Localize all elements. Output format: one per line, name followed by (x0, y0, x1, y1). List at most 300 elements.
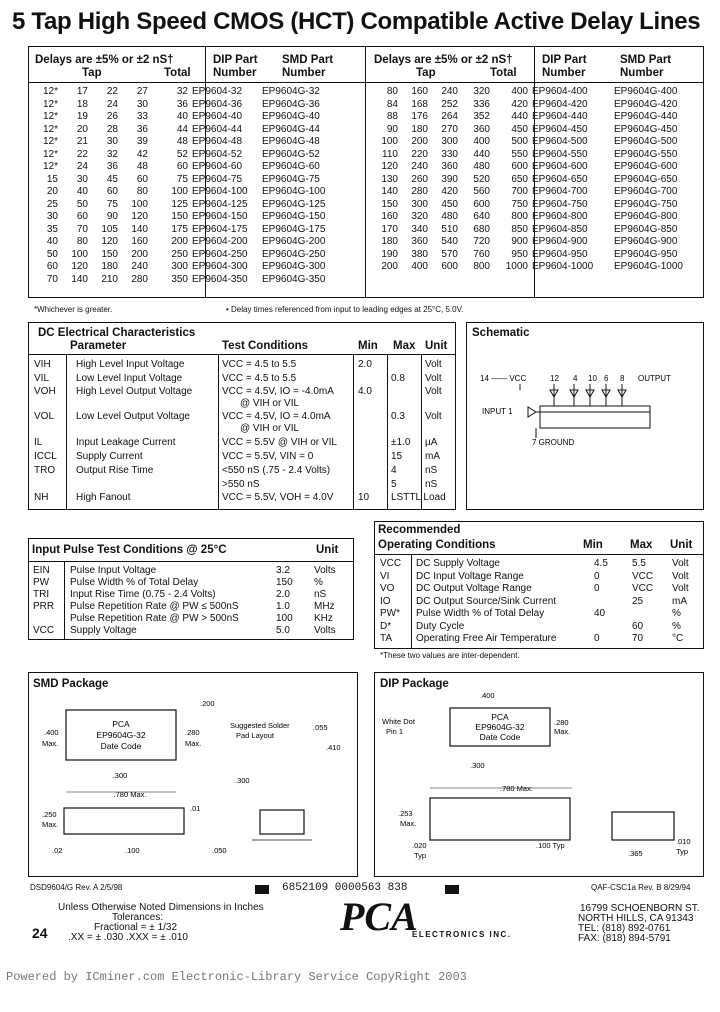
delay-value: 12* (42, 136, 58, 147)
roc-unit: °C (672, 633, 684, 644)
svg-text:PCA: PCA (491, 712, 509, 722)
smd-part-number: EP9604G-36 (262, 98, 320, 110)
dc-test-header: Test Conditions (222, 340, 309, 352)
pulse-value: 5.0 (276, 625, 290, 636)
delay-value: 40 (46, 236, 58, 247)
delay-value: 760 (473, 248, 490, 260)
pulse-unit: Volts (314, 625, 336, 636)
delay-value: 280 (411, 186, 428, 197)
roc-symbol: VO (380, 583, 395, 594)
dip-chip-side (430, 798, 570, 840)
delay-value: 300 (171, 261, 188, 272)
delay-row (368, 161, 702, 174)
svg-text:.250: .250 (42, 810, 57, 819)
smd-chip-side (64, 808, 184, 834)
dip-part-number: EP9604-440 (532, 111, 588, 122)
pulse-symbol: EIN (33, 565, 50, 576)
pulse-parameter: Pulse Input Voltage (70, 565, 157, 576)
dimensions-note: Unless Otherwise Noted Dimensions in Inches (58, 902, 264, 913)
dc-parameter: Output Rise Time (76, 465, 154, 476)
footnote-right: • Delay times referenced from input to leading edges at 25°C, 5.0V. (226, 305, 464, 314)
roc-unit: % (672, 620, 681, 632)
pulse-unit: nS (314, 589, 327, 600)
delay-value: 33 (136, 111, 148, 122)
roc-min-header: Min (583, 539, 603, 551)
dip-part-number: EP9604-950 (532, 248, 588, 260)
delay-value: 100 (71, 248, 88, 260)
delay-value: 60 (136, 173, 148, 185)
delay-value: 220 (411, 148, 428, 160)
dip-part-header2-right: Number (542, 67, 586, 79)
delay-value: 48 (176, 136, 188, 147)
doc-number-right: QAF-CSC1a Rev. B 8/29/94 (591, 883, 691, 892)
delay-row (30, 199, 350, 212)
roc-max: 70 (632, 633, 644, 644)
delay-value: 210 (101, 273, 118, 285)
roc-symbol: VCC (380, 558, 402, 569)
delay-value: 560 (473, 186, 490, 197)
delay-value: 30 (46, 211, 58, 222)
smd-part-number: EP9604G-850 (614, 223, 678, 235)
dc-unit: Volt (425, 386, 442, 397)
delay-row (30, 186, 350, 199)
delay-value: 180 (381, 236, 398, 247)
svg-text:.020: .020 (412, 841, 427, 850)
delay-row (30, 86, 350, 99)
dc-unit: Volt (425, 373, 442, 384)
delay-value: 110 (382, 148, 398, 160)
fax: FAX: (818) 894-5791 (578, 933, 671, 944)
delay-row (368, 261, 702, 274)
dc-test-condition-2: @ VIH or VIL (240, 398, 300, 409)
smd-part-number: EP9604G-52 (262, 148, 320, 160)
smd-part-header2: Number (282, 67, 326, 79)
dip-part-number: EP9604-250 (192, 248, 248, 260)
roc-unit: Volt (672, 570, 689, 582)
delay-value: 50 (76, 198, 88, 210)
dc-symbol: TRO (34, 465, 56, 476)
dc-max: 0.8 (391, 373, 405, 384)
smd-part-number: EP9604G-420 (614, 98, 678, 110)
dip-part-number: EP9604-650 (532, 173, 588, 185)
dc-max: 15 (391, 451, 403, 462)
delay-row (30, 174, 350, 187)
delay-value: 520 (473, 173, 490, 185)
smd-part-header-right: SMD Part (620, 54, 672, 66)
svg-text:Typ: Typ (676, 847, 689, 856)
dip-part-number: EP9604-600 (532, 161, 588, 172)
pulse-parameter: Input Rise Time (0.75 - 2.4 Volts) (70, 589, 216, 600)
barcode-mark-right (445, 885, 459, 894)
total-header-right: Total (490, 67, 517, 79)
delay-row (368, 86, 702, 99)
smd-part-number: EP9604G-350 (262, 273, 326, 285)
svg-text:Pad Layout: Pad Layout (236, 731, 274, 740)
smd-part-number: EP9604G-500 (614, 136, 678, 147)
delay-value: 1000 (505, 261, 528, 272)
delay-value: 88 (386, 111, 398, 122)
delay-value: 21 (76, 136, 88, 147)
delay-value: 360 (473, 123, 490, 135)
delay-value: 105 (101, 223, 118, 235)
svg-text:.780 Max.: .780 Max. (113, 790, 147, 799)
delay-value: 19 (76, 111, 88, 122)
svg-text:Max.: Max. (400, 819, 417, 828)
delay-value: 100 (381, 136, 398, 147)
delay-value: 176 (411, 111, 428, 122)
delay-value: 48 (136, 161, 148, 172)
page-number: 24 (32, 925, 48, 941)
pulse-parameter: Pulse Repetition Rate @ PW > 500nS (70, 613, 239, 624)
delay-value: 160 (131, 236, 148, 247)
smd-drawing (30, 690, 356, 875)
svg-text:.410: .410 (326, 743, 341, 752)
dc-max: 4 (391, 465, 397, 476)
dip-part-number: EP9604-48 (192, 136, 243, 147)
delay-value: 15 (46, 173, 58, 185)
smd-part-number: EP9604G-250 (262, 248, 326, 260)
delay-value: 70 (46, 273, 58, 285)
delay-value: 600 (441, 261, 458, 272)
svg-text:.400: .400 (44, 728, 59, 737)
dip-part-number: EP9604-750 (532, 198, 588, 210)
dc-parameter: Input Leakage Current (76, 437, 176, 448)
roc-title1: Recommended (378, 524, 461, 536)
delay-value: 44 (176, 123, 188, 135)
svg-text:White Dot: White Dot (382, 717, 415, 726)
delay-value: 12* (42, 111, 58, 122)
svg-text:.050: .050 (212, 846, 227, 855)
dc-min: 2.0 (358, 359, 372, 370)
svg-text:Max.: Max. (42, 820, 59, 829)
delay-value: 160 (381, 211, 398, 222)
delay-value: 360 (411, 236, 428, 247)
dc-test-condition: VCC = 4.5V, IO = 4.0mA (222, 411, 331, 422)
delay-value: 800 (511, 211, 528, 222)
svg-text:.100 Typ: .100 Typ (536, 841, 565, 850)
delay-value: 70 (76, 223, 88, 235)
svg-text:.010: .010 (676, 837, 691, 846)
delay-header: Delays are ±5% or ±2 nS† (35, 54, 174, 66)
tap-label-4: 6 (604, 374, 609, 383)
delay-value: 160 (411, 86, 428, 97)
roc-unit: % (672, 608, 681, 619)
delay-value: 80 (386, 86, 398, 97)
delay-value: 252 (441, 98, 458, 110)
delay-row (368, 124, 702, 137)
pulse-parameter: Pulse Width % of Total Delay (70, 577, 199, 588)
dip-part-number: EP9604-125 (192, 198, 248, 210)
tap-label-2: 4 (573, 374, 578, 383)
dip-part-number: EP9604-350 (192, 273, 248, 285)
delay-value: 800 (473, 261, 490, 272)
pulse-value: 1.0 (276, 601, 290, 612)
delay-row (368, 236, 702, 249)
delay-value: 75 (106, 198, 118, 210)
dc-test-condition: VCC = 4.5V, IO = -4.0mA (222, 386, 334, 397)
delay-value: 390 (441, 173, 458, 185)
dip-part-number: EP9604-420 (532, 98, 588, 110)
svg-text:EP9604G-32: EP9604G-32 (475, 722, 525, 732)
roc-max: VCC (632, 583, 654, 594)
delay-value: 200 (381, 261, 398, 272)
output-label: OUTPUT (638, 374, 671, 383)
svg-text:.01: .01 (190, 804, 201, 813)
barcode-text: 6852109 0000563 838 (282, 882, 408, 894)
roc-max: 25 (632, 595, 644, 607)
svg-text:Date Code: Date Code (479, 732, 521, 742)
dc-test-condition: VCC = 5.5V, VOH = 4.0V (222, 492, 334, 503)
roc-max: VCC (632, 570, 654, 582)
dc-unit: Volt (425, 411, 442, 422)
barcode-mark-left (255, 885, 269, 894)
roc-max: 5.5 (632, 558, 646, 569)
dc-test-condition-2: @ VIH or VIL (240, 423, 300, 434)
dc-min: 10 (358, 492, 370, 503)
dip-part-number: EP9604-400 (532, 86, 588, 97)
delay-value: 450 (511, 123, 528, 135)
roc-parameter: Operating Free Air Temperature (416, 633, 557, 644)
delay-value: 22 (106, 86, 118, 97)
pca-logo-subtitle: ELECTRONICS INC. (412, 930, 512, 939)
delay-value: 570 (441, 248, 458, 260)
dc-max-header: Max (393, 340, 416, 352)
smd-part-number: EP9604G-650 (614, 173, 678, 185)
delay-value: 320 (411, 211, 428, 222)
roc-symbol: PW* (380, 608, 400, 619)
delay-value: 84 (386, 98, 398, 110)
delay-row (368, 249, 702, 262)
decimal-tolerance: .XX = ± .030 .XXX = ± .010 (68, 932, 188, 943)
footnote-left: *Whichever is greater. (34, 305, 113, 314)
delay-value: 80 (136, 186, 148, 197)
dc-max: LSTTL Load (391, 492, 446, 503)
roc-min: 4.5 (594, 558, 608, 569)
delay-value: 100 (131, 198, 148, 210)
delay-value: 17 (76, 86, 88, 97)
dip-part-number: EP9604-800 (532, 211, 588, 222)
total-header: Total (164, 67, 191, 79)
delay-value: 600 (473, 198, 490, 210)
delay-value: 480 (441, 211, 458, 222)
delay-row (368, 224, 702, 237)
delay-value: 120 (131, 211, 148, 222)
delay-value: 168 (411, 98, 428, 110)
telephone: TEL: (818) 892-0761 (578, 923, 671, 934)
delay-value: 750 (511, 198, 528, 210)
delay-value: 440 (473, 148, 490, 160)
dip-part-number: EP9604-40 (192, 111, 243, 122)
delay-value: 12* (42, 148, 58, 160)
roc-max-header: Max (630, 539, 653, 551)
roc-min: 0 (594, 583, 600, 594)
pulse-parameter: Pulse Repetition Rate @ PW ≤ 500nS (70, 601, 239, 612)
pulse-title: Input Pulse Test Conditions @ 25°C (32, 544, 227, 556)
delay-value: 700 (511, 186, 528, 197)
delay-value: 170 (381, 223, 398, 235)
schematic-title: Schematic (472, 327, 530, 339)
svg-text:.300: .300 (112, 771, 128, 780)
roc-min: 0 (594, 633, 600, 644)
roc-symbol: D* (380, 620, 392, 632)
delay-value: 50 (46, 248, 58, 260)
page-title: 5 Tap High Speed CMOS (HCT) Compatible Active Delay Lines (12, 8, 701, 35)
delay-value: 20 (46, 186, 58, 197)
delay-value: 27 (136, 86, 148, 97)
delay-value: 380 (411, 248, 428, 260)
delay-value: 12* (42, 98, 58, 110)
delay-value: 480 (473, 161, 490, 172)
delay-value: 850 (511, 223, 528, 235)
svg-text:PCA: PCA (112, 719, 130, 729)
dip-title: DIP Package (380, 678, 449, 690)
smd-part-number: EP9604G-700 (614, 186, 678, 197)
dc-max: 0.3 (391, 411, 405, 422)
svg-text:.300: .300 (470, 761, 485, 770)
delay-row (368, 174, 702, 187)
dc-parameter: Low Level Input Voltage (76, 373, 183, 384)
svg-text:Max.: Max. (554, 727, 571, 736)
delay-value: 40 (176, 111, 188, 122)
delay-value: 180 (101, 261, 118, 272)
delay-row (30, 236, 350, 249)
delay-value: 720 (473, 236, 490, 247)
delay-value: 340 (411, 223, 428, 235)
smd-part-number: EP9604G-450 (614, 123, 678, 135)
delay-value: 80 (76, 236, 88, 247)
delay-row (368, 111, 702, 124)
dc-unit: µA (425, 437, 438, 448)
delay-value: 32 (106, 148, 118, 160)
delay-header-right: Delays are ±5% or ±2 nS† (374, 54, 513, 66)
dc-symbol: VIL (34, 373, 50, 384)
svg-text:.100: .100 (125, 846, 140, 855)
svg-text:.200: .200 (200, 699, 215, 708)
pulse-symbol: PW (33, 577, 50, 588)
dc-max: 5 (391, 479, 397, 490)
dip-part-number: EP9604-700 (532, 186, 588, 197)
delay-value: 300 (411, 198, 428, 210)
delay-value: 450 (441, 198, 458, 210)
delay-row (30, 224, 350, 237)
pulse-value: 3.2 (276, 565, 290, 576)
dc-symbol: NH (34, 492, 49, 503)
smd-part-number: EP9604G-950 (614, 248, 678, 260)
dip-part-number: EP9604-52 (192, 148, 243, 160)
delay-value: 320 (473, 86, 490, 97)
delay-value: 60 (76, 211, 88, 222)
delay-value: 12* (42, 161, 58, 172)
dc-unit: mA (425, 451, 440, 462)
tap-label-5: 8 (620, 374, 625, 383)
svg-text:Typ: Typ (414, 851, 427, 860)
delay-value: 140 (381, 186, 398, 197)
dc-parameter: High Level Output Voltage (76, 386, 193, 397)
roc-symbol: TA (380, 633, 393, 644)
dc-unit: nS (425, 465, 438, 476)
address-line2: NORTH HILLS, CA 91343 (578, 913, 694, 924)
delay-value: 550 (511, 148, 528, 160)
pulse-value: 2.0 (276, 589, 290, 600)
delay-value: 250 (171, 248, 188, 260)
delay-value: 420 (511, 98, 528, 110)
svg-text:Pin 1: Pin 1 (386, 727, 404, 736)
pulse-value: 150 (276, 577, 293, 588)
delay-row (368, 149, 702, 162)
svg-text:.300: .300 (235, 776, 250, 785)
roc-unit: Volt (672, 558, 689, 569)
dc-min-header: Min (358, 340, 378, 352)
dc-parameter: High Fanout (76, 492, 131, 503)
delay-row (30, 136, 350, 149)
delay-row (30, 161, 350, 174)
roc-title2: Operating Conditions (378, 539, 496, 551)
delay-value: 180 (411, 123, 428, 135)
delay-value: 26 (106, 111, 118, 122)
vcc-label: 14 —— VCC (480, 374, 527, 383)
dc-min: 4.0 (358, 386, 372, 397)
pulse-symbol: PRR (33, 601, 55, 612)
delay-value: 500 (511, 136, 528, 147)
delay-value: 140 (131, 223, 148, 235)
delay-value: 120 (101, 236, 118, 247)
delay-value: 280 (131, 273, 148, 285)
smd-part-number: EP9604G-75 (262, 173, 320, 185)
smd-part-header: SMD Part (282, 54, 334, 66)
delay-value: 264 (441, 111, 458, 122)
delay-value: 32 (176, 86, 188, 97)
dc-symbol: ICCL (34, 451, 57, 462)
svg-text:EP9604G-32: EP9604G-32 (96, 730, 146, 740)
input-buffer (528, 407, 536, 417)
dip-part-number: EP9604-175 (192, 223, 248, 235)
tap-header-right: Tap (416, 67, 436, 79)
dip-part-header-right: DIP Part (542, 54, 587, 66)
fractional-tolerance: Fractional = ± 1/32 (94, 922, 178, 933)
delay-value: 330 (441, 148, 458, 160)
roc-parameter: Duty Cycle (416, 620, 465, 632)
smd-part-number: EP9604G-800 (614, 211, 678, 222)
delay-row (30, 99, 350, 112)
delay-value: 12* (42, 86, 58, 97)
dip-part-number: EP9604-200 (192, 236, 248, 247)
dip-part-header: DIP Part (213, 54, 258, 66)
delay-value: 950 (511, 248, 528, 260)
delay-row (30, 249, 350, 262)
delay-value: 100 (171, 186, 188, 197)
delay-value: 200 (131, 248, 148, 260)
smd-part-number: EP9604G-750 (614, 198, 678, 210)
dc-title: DC Electrical Characteristics (38, 327, 196, 339)
delay-value: 510 (441, 223, 458, 235)
dc-parameter: Low Level Output Voltage (76, 411, 190, 422)
delay-value: 200 (411, 136, 428, 147)
delay-row (368, 99, 702, 112)
roc-note: *These two values are inter-dependent. (380, 651, 520, 660)
delay-value: 400 (473, 136, 490, 147)
dip-part-number: EP9604-60 (192, 161, 243, 172)
roc-unit-header: Unit (670, 539, 693, 551)
delay-line-box (540, 406, 650, 428)
smd-part-number: EP9604G-300 (262, 261, 326, 272)
delay-value: 42 (136, 148, 148, 160)
smd-part-number: EP9604G-150 (262, 211, 326, 222)
pulse-symbol: VCC (33, 625, 55, 636)
roc-unit: mA (672, 595, 687, 607)
dc-test-condition: VCC = 5.5V, VIN = 0 (222, 451, 314, 462)
delay-value: 20 (76, 123, 88, 135)
dc-test-condition: <550 nS (.75 - 2.4 Volts) (222, 465, 331, 476)
